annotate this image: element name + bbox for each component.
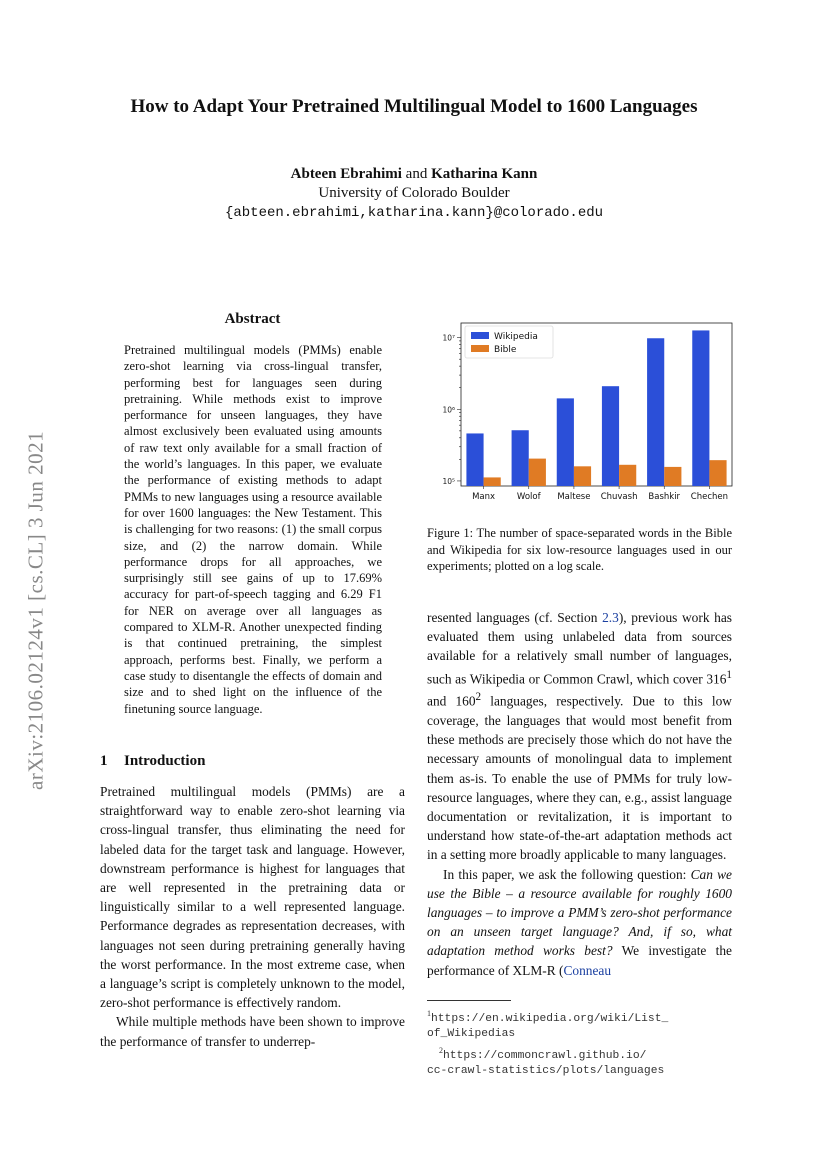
footnote-marker[interactable]: 1 xyxy=(726,668,732,681)
legend-label: Wikipedia xyxy=(494,332,538,342)
footnote-1[interactable] xyxy=(427,1006,737,1027)
section-title: Introduction xyxy=(124,753,206,769)
legend-label: Bible xyxy=(494,345,517,355)
x-tick-label: Wolof xyxy=(516,492,541,502)
footnote-2-cont[interactable] xyxy=(427,1064,737,1080)
abstract-text: Pretrained multilingual models (PMMs) enable zero-shot learning via cross-lingual transfer, performing best for languages seen during pretraining. While methods exist to improve performance for unseen languages, they have almost exclusively been evaluated using amounts of raw text only available for a small fraction of the world’s languages. In this paper, we evaluate the performance of existing methods to adapt PMMs to new languages using a resource available for over 1600 languages: the New Testament. This is challenging for two reasons: (1) the small corpus size, and (2) the narrow domain. While performance drops for all approaches, we surprisingly still see gains of up to 17.69% accuracy for part-of-speech tagging and 6.29 F1 for NER on average over all languages as compared to XLM-R. Another unexpected finding is that continued pretraining, the simplest approach, performs best. Finally, we perform a case study to disentangle the effects of domain and size and to shed light on the influence of the finetuning source language. xyxy=(124,343,382,716)
right-column-body xyxy=(427,608,732,980)
bar-bible xyxy=(619,465,636,486)
footnote-divider xyxy=(427,1000,511,1001)
x-tick-label: Bashkir xyxy=(648,492,681,502)
text-run: We investigate the performance of XLM-R ( xyxy=(427,943,732,978)
bar-wikipedia xyxy=(602,386,619,486)
bar-bible xyxy=(574,466,591,486)
x-tick-label: Maltese xyxy=(557,492,591,502)
figure-caption: Figure 1: The number of space-separated words in the Bible and Wikipedia for six low-resource languages used in our experiments; plotted on a log scale. xyxy=(427,526,732,573)
section-heading-introduction xyxy=(100,753,405,770)
author-name: Abteen Ebrahimi xyxy=(290,166,402,182)
bar-bible xyxy=(484,477,501,486)
y-tick-label: 10⁶ xyxy=(442,405,455,415)
bar-wikipedia xyxy=(647,338,664,486)
x-tick-label: Manx xyxy=(472,492,496,502)
paragraph: Pretrained multilingual models (PMMs) are a straightforward way to enable zero-shot learning via cross-lingual transfer, thus eliminating the need for labeled data for the target task and language. However, downstream performance is highest for languages that are well represented in the pretraining data or linguistically similar to a well represented language. Performance degrades as representation decreases, with languages not seen during pretraining generally having the worst performance. In the most extreme case, when a language’s script is completely unknown to the model, zero-shot performance is effectively random. xyxy=(100,784,405,1011)
bar-chart xyxy=(427,318,737,508)
bar-bible xyxy=(664,467,681,486)
footnote-url[interactable]: https://en.wikipedia.org/wiki/List_ xyxy=(431,1012,669,1025)
bar-wikipedia xyxy=(512,430,529,486)
text-run: languages, respectively. Due to this low coverage, the languages that would most benefit from these methods are precisely those which do not have the necessary amounts of monolingual data to implement them as-is. To enable the use of PMMs for truly low-resource languages, where they can, e.g., assist language documentation or revitalization, it is important to understand how state-of-the-art adaptation methods act in a setting more broadly applicable to many languages. xyxy=(427,693,732,863)
footnote-number: 1 xyxy=(427,1009,431,1018)
paper-title: How to Adapt Your Pretrained Multilingual Model to 1600 Languages xyxy=(130,96,698,117)
x-tick-label: Chechen xyxy=(690,492,729,502)
y-tick-label: 10⁷ xyxy=(442,333,455,343)
bar-bible xyxy=(529,459,546,486)
bar-wikipedia xyxy=(557,398,574,486)
author-email: {abteen.ebrahimi,katharina.kann}@colorado.edu xyxy=(224,205,604,221)
bar-bible xyxy=(709,460,726,486)
affiliation: University of Colorado Boulder xyxy=(318,185,510,201)
abstract-heading: Abstract xyxy=(224,311,281,327)
author-conjunction: and xyxy=(405,166,428,182)
author-name: Katharina Kann xyxy=(431,166,538,182)
footnotes xyxy=(427,1006,737,1080)
paragraph xyxy=(427,608,732,865)
footnote-1-cont[interactable] xyxy=(427,1027,737,1043)
arxiv-identifier: arXiv:2106.02124v1 [cs.CL] 3 Jun 2021 xyxy=(23,430,48,790)
legend-swatch xyxy=(471,332,489,339)
citation-link[interactable]: Conneau xyxy=(563,962,612,978)
bar-wikipedia xyxy=(692,330,709,486)
text-run: ), previous work has evaluated them using unlabeled data from sources available for a relatively small number of languages, such as Wikipedia or Common Crawl, which cover 316 xyxy=(427,610,732,687)
introduction-body xyxy=(100,782,405,1051)
figure-1-chart xyxy=(427,318,737,508)
italic-question: Can we use the Bible – a resource available for roughly 1600 languages – to improve a PMM’s zero-shot performance on an unseen target language? And, if so, what adaptation method works best? xyxy=(427,866,733,959)
footnote-2[interactable] xyxy=(427,1043,737,1064)
x-tick-label: Chuvash xyxy=(600,492,638,502)
footnote-number: 2 xyxy=(439,1045,443,1055)
bar-wikipedia xyxy=(466,433,483,486)
footnote-url[interactable]: https://commoncrawl.github.io/ xyxy=(443,1049,647,1062)
text-run: and 160 xyxy=(427,693,476,709)
section-number: 1 xyxy=(100,753,108,769)
text-run: resented languages (cf. Section xyxy=(427,610,603,625)
text-run: In this paper, we ask the following question: xyxy=(443,866,691,882)
footnote-marker[interactable]: 2 xyxy=(475,691,482,704)
footnote-url[interactable]: cc-crawl-statistics/plots/languages xyxy=(427,1065,665,1078)
legend-swatch xyxy=(471,345,489,352)
paragraph xyxy=(427,865,732,980)
footnote-url[interactable]: of_Wikipedias xyxy=(427,1028,516,1041)
paragraph: While multiple methods have been shown to improve the performance of transfer to underrep- xyxy=(100,1014,405,1049)
author-line xyxy=(0,166,828,183)
y-tick-label: 10⁵ xyxy=(442,476,455,486)
section-reference-link[interactable]: 2.3 xyxy=(602,610,619,625)
